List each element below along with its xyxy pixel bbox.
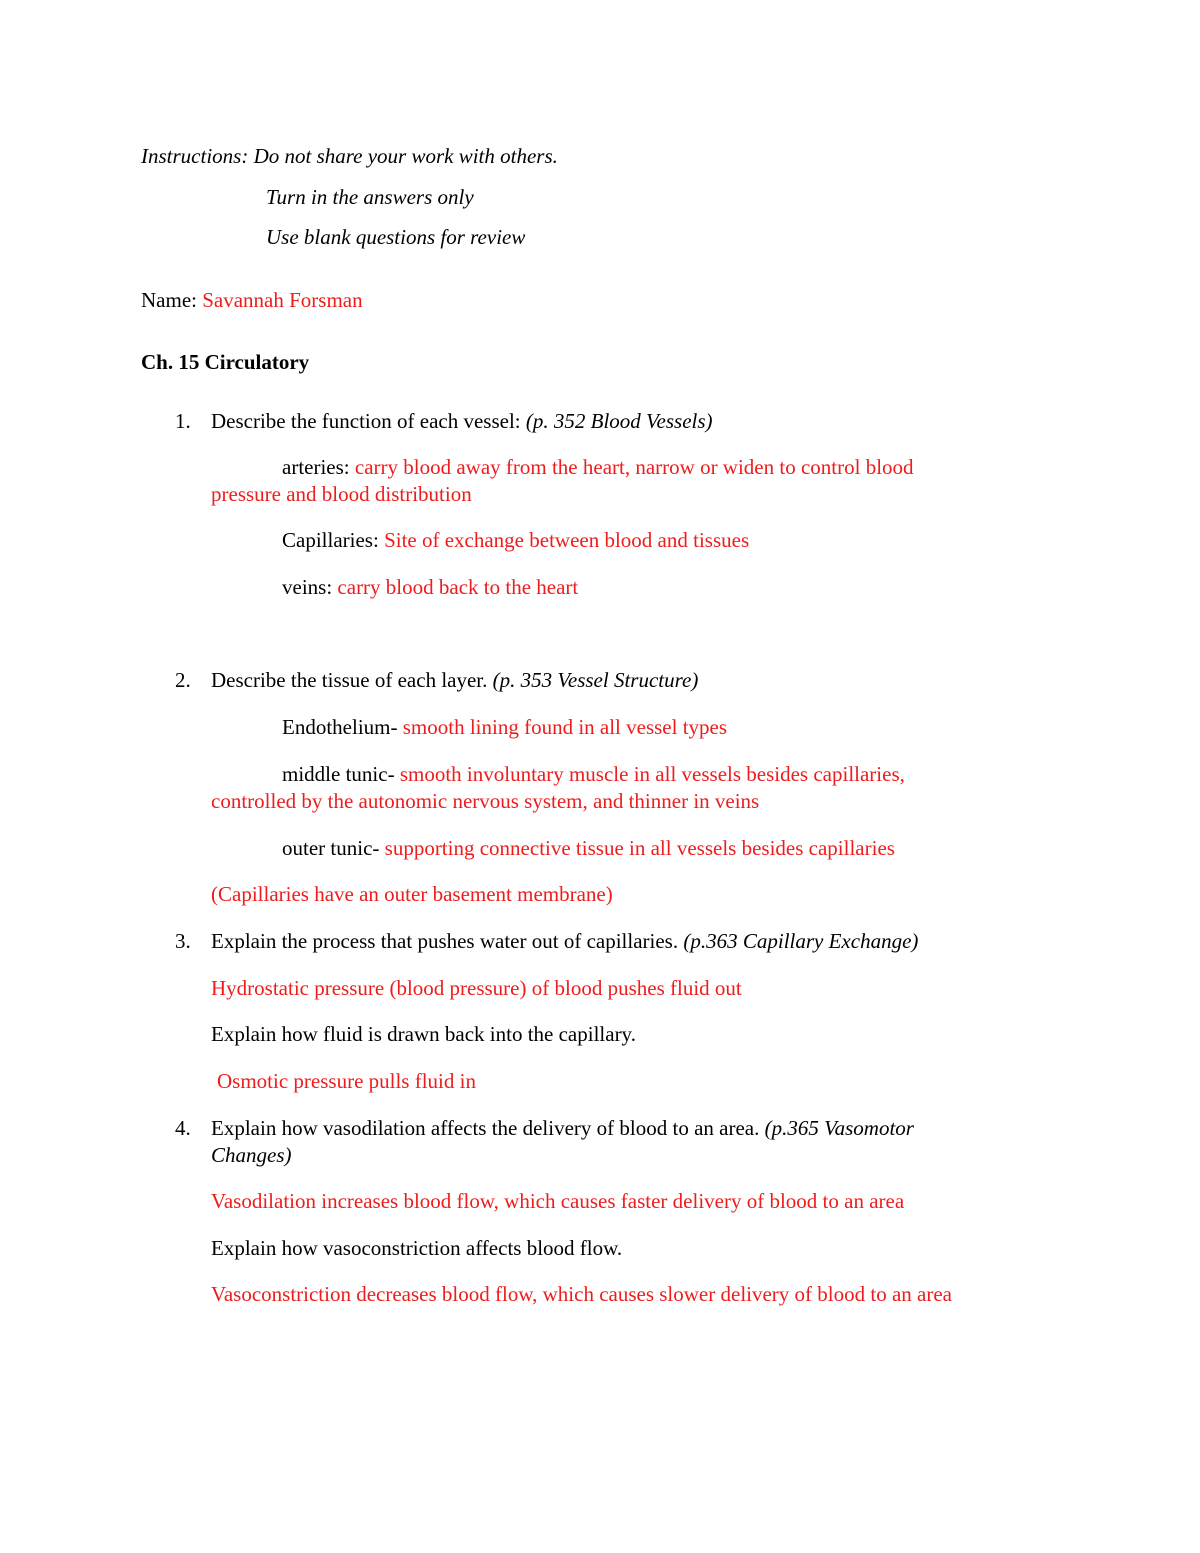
question-3-part-2: Explain how fluid is drawn back into the capillary. bbox=[211, 1022, 636, 1046]
capillaries-label: Capillaries: bbox=[282, 528, 385, 552]
capillaries-answer: Site of exchange between blood and tissues bbox=[384, 528, 750, 552]
middle-tunic-answer-continued: controlled by the autonomic nervous system, and thinner in veins bbox=[211, 789, 760, 813]
question-4 bbox=[211, 1115, 914, 1142]
instructions-line-1: Instructions: Do not share your work with others. bbox=[141, 144, 558, 168]
chapter-title: Ch. 15 Circulatory bbox=[141, 350, 310, 374]
question-4-text: Explain how vasodilation affects the delivery of blood to an area. bbox=[211, 1116, 765, 1140]
question-1-ref: (p. 352 Blood Vessels) bbox=[525, 409, 713, 433]
question-3-text: Explain the process that pushes water out of capillaries. bbox=[211, 929, 684, 953]
outer-tunic-answer: supporting connective tissue in all vessels besides capillaries bbox=[384, 836, 895, 860]
question-3-answer-2: Osmotic pressure pulls fluid in bbox=[217, 1069, 476, 1093]
question-1 bbox=[211, 408, 713, 435]
question-4-part-2: Explain how vasoconstriction affects blood flow. bbox=[211, 1236, 623, 1260]
q1-capillaries-row bbox=[282, 527, 749, 554]
q1-veins-row bbox=[282, 574, 578, 601]
instructions-line-3: Use blank questions for review bbox=[266, 225, 526, 249]
question-4-answer-2: Vasoconstriction decreases blood flow, which causes slower delivery of blood to an area bbox=[211, 1282, 952, 1306]
student-name: Savannah Forsman bbox=[202, 288, 363, 312]
outer-tunic-label: outer tunic- bbox=[282, 836, 385, 860]
question-number-1: 1. bbox=[175, 409, 191, 433]
q1-arteries-row bbox=[282, 454, 914, 481]
endothelium-answer: smooth lining found in all vessel types bbox=[402, 715, 728, 739]
question-2-ref: (p. 353 Vessel Structure) bbox=[492, 668, 699, 692]
question-1-text: Describe the function of each vessel: bbox=[211, 409, 526, 433]
name-row bbox=[141, 287, 363, 314]
capillaries-note: (Capillaries have an outer basement membrane) bbox=[211, 882, 613, 906]
question-4-answer-1: Vasodilation increases blood flow, which causes faster delivery of blood to an area bbox=[211, 1189, 905, 1213]
arteries-label: arteries: bbox=[282, 455, 355, 479]
middle-tunic-label: middle tunic- bbox=[282, 762, 400, 786]
q2-outer-tunic-row bbox=[282, 835, 895, 862]
q2-endothelium-row bbox=[282, 714, 727, 741]
name-label: Name: bbox=[141, 288, 203, 312]
instructions-line-2: Turn in the answers only bbox=[266, 185, 474, 209]
veins-answer: carry blood back to the heart bbox=[337, 575, 579, 599]
question-number-2: 2. bbox=[175, 668, 191, 692]
question-3-ref: (p.363 Capillary Exchange) bbox=[683, 929, 919, 953]
question-3 bbox=[211, 928, 918, 955]
question-2-text: Describe the tissue of each layer. bbox=[211, 668, 493, 692]
question-4-ref: (p.365 Vasomotor bbox=[764, 1116, 914, 1140]
endothelium-label: Endothelium- bbox=[282, 715, 403, 739]
question-2 bbox=[211, 667, 698, 694]
veins-label: veins: bbox=[282, 575, 338, 599]
question-number-4: 4. bbox=[175, 1116, 191, 1140]
question-3-answer-1: Hydrostatic pressure (blood pressure) of blood pushes fluid out bbox=[211, 976, 742, 1000]
question-4-ref-continued: Changes) bbox=[211, 1143, 292, 1167]
q2-middle-tunic-row bbox=[282, 761, 905, 788]
question-number-3: 3. bbox=[175, 929, 191, 953]
arteries-answer: carry blood away from the heart, narrow or widen to control blood bbox=[354, 455, 914, 479]
arteries-answer-continued: pressure and blood distribution bbox=[211, 482, 472, 506]
middle-tunic-answer: smooth involuntary muscle in all vessels besides capillaries, bbox=[399, 762, 905, 786]
